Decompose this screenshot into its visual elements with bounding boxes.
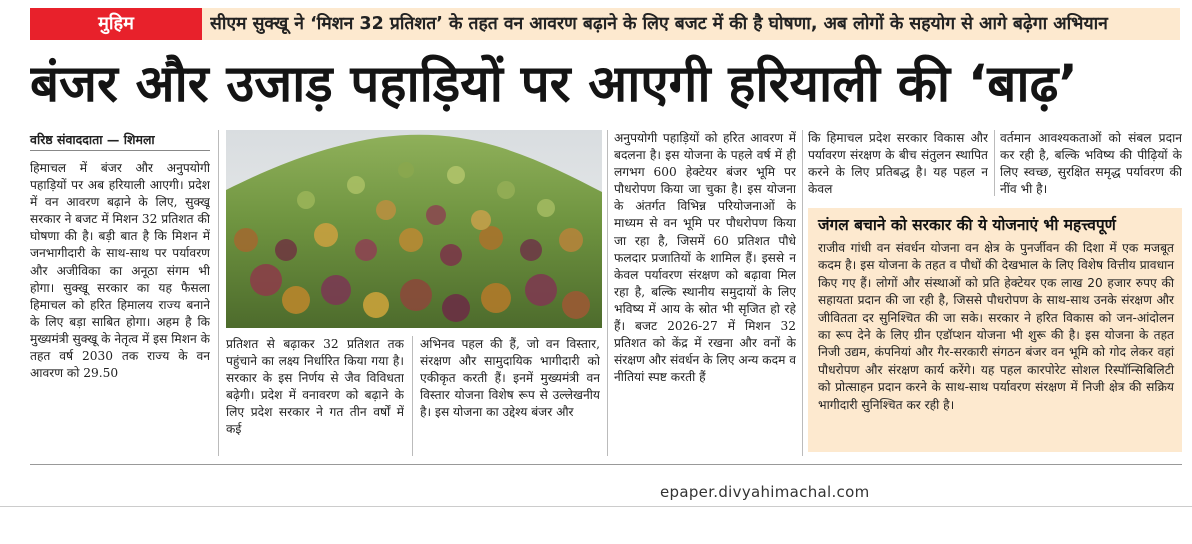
byline: वरिष्ठ संवाददाता — शिमला [30,132,155,147]
article-column-3: अभिनव पहल की हैं, जो वन विस्तार, संरक्षण और सामुदायिक भागीदारी को एकीकृत करती हैं। इनमें मुख्यमंत्री वन विस्तार योजना विशेष रूप से उल्लेखनीय है। इस योजना का उद्देश्य बंजर और [420,337,600,420]
hillside-forest-photo [226,130,602,328]
article-column-2: प्रतिशत से बढ़ाकर 32 प्रतिशत तक पहुंचाने का लक्ष्य निर्धारित किया गया है। सरकार के इस निर्णय से जैव विविधता बढ़ेगी। प्रदेश में वनावरण को बढ़ाने के लिए प्रदेश सरकार ने गत तीन वर्षों में कई [226,337,404,437]
footer-divider [0,506,1192,507]
column-divider [802,130,803,456]
article-column-5: कि हिमाचल प्रदेश सरकार विकास और पर्यावरण संरक्षण के बीच संतुलन स्थापित करने के लिए प्रतिबद्ध है। यह पहल न केवल [808,131,988,196]
subheadline: सीएम सुक्खू ने ‘मिशन 32 प्रतिशत’ के तहत वन आवरण बढ़ाने के लिए बजट में की है घोषणा, अब लोगों के सहयोग से आगे बढ़ेगा अभियान [210,14,1108,34]
article-column-4: अनुपयोगी पहाड़ियों को हरित आवरण में बदलना है। इस योजना के पहले वर्ष में ही लगभग 600 हेक्टेयर बंजर भूमि पर पौधरोपण किया जा चुका है। इस योजना के अंतर्गत विभिन्न परियोजनाओं के माध्यम से वन भूमि पर पौधरोपण किया जा रहा है, जिसमें 60 प्रतिशत पौधे फलदार प्रजातियों के शामिल हैं। इससे न केवल पर्यावरण संरक्षण को बढ़ावा मिल रहा है, बल्कि स्थानीय समुदायों के लिए भविष्य में आय के स्रोत भी सृजित हो रहे हैं। बजट 2026-27 में मिशन 32 प्रतिशत को केंद्र में रखना और वनों के संरक्षण और संवर्धन के लिए अन्य कदम व नीतियां स्पष्ट करती हैं [614,131,796,385]
source-url[interactable]: epaper.divyahimachal.com [660,483,870,501]
article-column-1: हिमाचल में बंजर और अनुपयोगी पहाड़ियों पर अब हरियाली आएगी। प्रदेश में वन आवरण बढ़ाने के लिए, सुक्खू सरकार ने बजट में मिशन 32 प्रतिशत की घोषणा की है। बड़ी बात है कि मिशन में जनभागीदारी के साथ-साथ पर पर्यावरण और अजीविका का अनूठा संगम भी होगा। सुक्खू सरकार का यह फैसला हिमाचल को हरित हिमालय राज्य बनाने के लिए बड़ा साबित होगा। अहम है कि मुख्यमंत्री सुक्खू के नेतृत्व में इस मिशन के तहत वर्ष 2030 तक राज्य के वन आवरण को 29.50 [30,161,210,381]
byline-divider [30,150,210,151]
sidebar-box-title: जंगल बचाने को सरकार की ये योजनाएं भी महत्त्वपूर्ण [818,216,1116,234]
column-divider [607,130,608,456]
article-column-6: वर्तमान आवश्यकताओं को संबल प्रदान कर रही है, बल्कि भविष्य की पीढ़ियों के लिए स्वच्छ, सुरक्षित समृद्ध पर्यावरण की नींव भी है। [1000,131,1182,196]
sidebar-box-body: राजीव गांधी वन संवर्धन योजना वन क्षेत्र के पुनर्जीवन की दिशा में एक मजबूत कदम है। इस योजना के तहत व पौधों की देखभाल के लिए विशेष वित्तीय प्रावधान किए गए हैं। लोगों और संस्थाओं को प्रति हेक्टेयर एक लाख 20 हजार रुपए की सहायता प्रदान की जा रही है, जिससे पौधरोपण के साथ-साथ उनके संरक्षण और जीवितता दर सुनिश्चित की जा सके। सरकार ने हरित विकास को जन-आंदोलन का रूप देने के लिए ग्रीन एडॉप्शन योजना भी शुरू की है। इस योजना के तहत निजी उद्यम, कंपनियां और गैर-सरकारी संगठन बंजर वन भूमि को गोद लेकर वहां पौधरोपण और संरक्षण कार्य करेंगे। यह पहल कारपोरेट सोशल रिस्पॉन्सिबिलिटी को प्रोत्साहन प्रदान करने के साथ-साथ पर्यावरण संरक्षण में निजी क्षेत्र की सक्रिय भागीदारी सुनिश्चित कर रही है। [818,241,1174,412]
page-bottom-rule [30,464,1182,465]
schemes-sidebar-box [808,208,1182,452]
section-tag: मुहिम [30,8,202,40]
column-divider [994,130,995,196]
column-divider [218,130,219,456]
column-divider [412,336,413,456]
headline: बंजर और उजाड़ पहाड़ियों पर आएगी हरियाली की ‘बाढ़’ [30,55,1078,114]
